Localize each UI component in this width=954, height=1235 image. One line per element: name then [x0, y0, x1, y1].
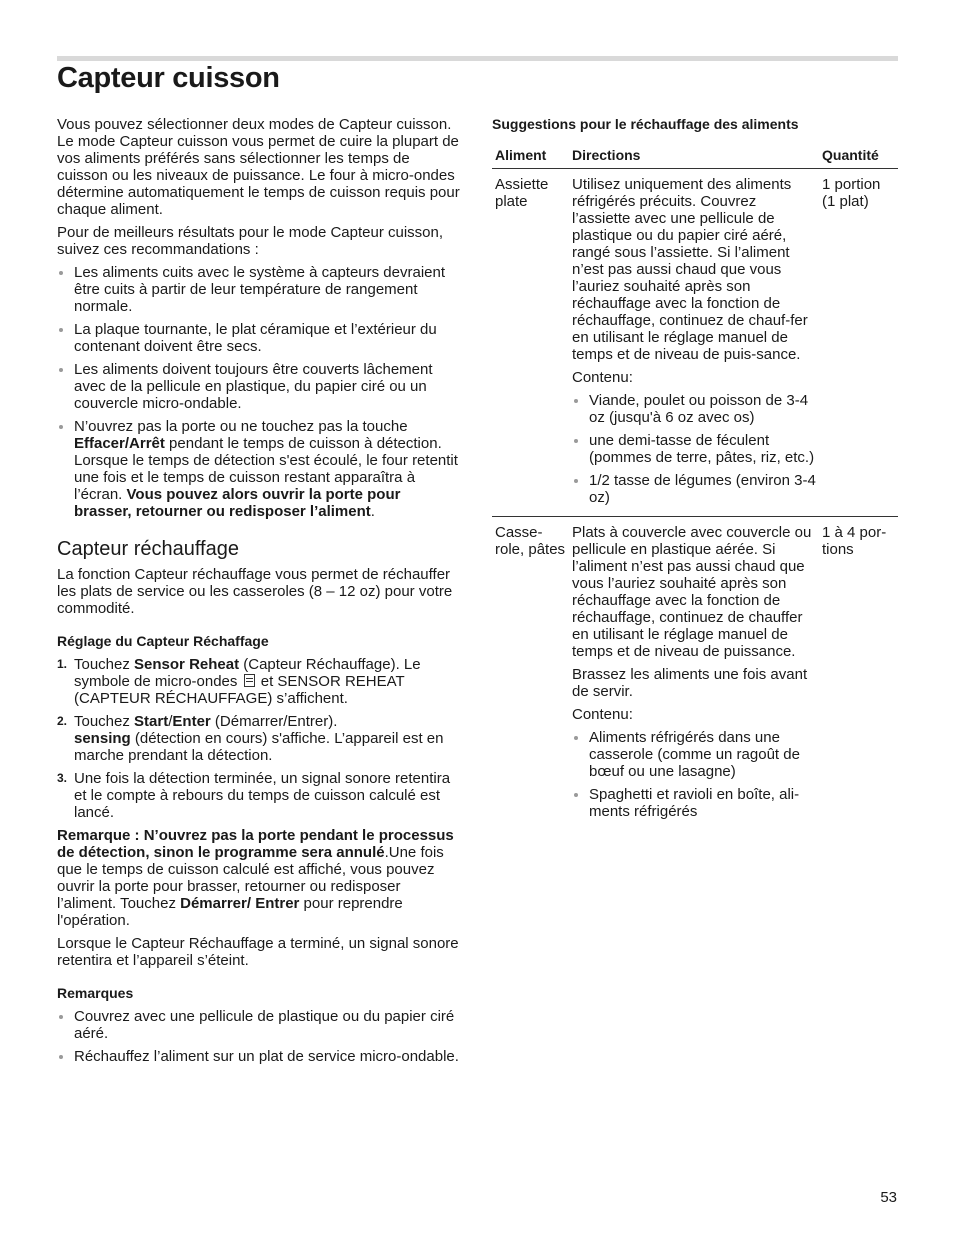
intro-paragraph: Vous pouvez sélectionner deux modes de Capteur cuisson. Le mode Capteur cuisson vous permet de cuire la plupart de vos aliments préférés sans sélectionner les temps de cuisson ou les niveaux de puissance. Le four à micro-ondes détermine automatiquement le temps de cuisson requis pour chaque aliment. — [57, 116, 460, 218]
list-item: Réchauffez l’aliment sur un plat de service micro-ondable. — [57, 1048, 462, 1065]
intro-recommendations: Pour de meilleurs résultats pour le mode Capteur cuisson, suivez ces recommandations : — [57, 224, 444, 258]
list-item: Aliments réfrigérés dans une casserole (comme un ragoût de bœuf ou une lasagne) — [572, 729, 816, 780]
cell-directions: Utilisez uniquement des aliments réfrigérés précuits. Couvrez l’assiette avec une pellicule de plastique ou du papier ciré aéré, rangé sous l’assiette. Si l’aliment n’est pas aussi chaud que vous l’auriez souhaité après son réchauffage avec la fonction de réchauffage, continuez de chauf-fer en utilisant le réglage manuel de temps et de niveau de puis-sance. Contenu: Viande, poulet ou poisson de 3-4 oz (jusqu'à 6 oz avec os) une demi-tasse de féculent (pommes de terre, pâtes, riz, etc.) 1/2 tasse de légumes (environ 3-4 oz) — [569, 169, 819, 517]
remark-paragraph: Remarque : N’ouvrez pas la porte pendant le processus de détection, sinon le programme sera annulé.Une fois que le temps de cuisson calculé est affiché, vous pouvez ouvrir la porte pour brasser, retourner ou redisposer l’aliment. Touchez Démarrer/ Entrer pour reprendre l'opération. — [57, 827, 454, 929]
list-item: Les aliments cuits avec le système à capteurs devraient être cuits à partir de leur température de rangement normale. — [57, 264, 462, 315]
table-title: Suggestions pour le réchauffage des aliments — [492, 116, 799, 132]
key-enter: Enter — [172, 713, 211, 730]
list-item: une demi-tasse de féculent (pommes de terre, pâtes, riz, etc.) — [572, 432, 816, 466]
table-header-row — [492, 147, 898, 169]
key-entrer: Entrer — [255, 895, 300, 912]
list-item: N’ouvrez pas la porte ou ne touchez pas la touche Effacer/Arrêt pendant le temps de cuisson à détection. Lorsque le temps de détection s'est écoulé, le four retentit une fois et le temps de cuisson restant apparaîtra à l’écran. Vous pouvez alors ouvrir la porte pour brasser, retourner ou redisposer l’aliment. — [57, 418, 462, 520]
page-number: 53 — [880, 1189, 897, 1206]
contents-list — [572, 729, 816, 820]
cell-quantity: 1 à 4 por-tions — [822, 524, 887, 558]
list-item: 1/2 tasse de légumes (environ 3-4 oz) — [572, 472, 816, 506]
column-header-quantite: Quantité — [819, 147, 898, 169]
contents-list — [572, 392, 816, 506]
display-sensing: sensing — [74, 730, 131, 747]
cell-food: Casse-role, pâtes — [495, 524, 566, 558]
steps-list — [57, 656, 462, 821]
recommendations-list — [57, 264, 462, 520]
cell-food: Assiette plate — [492, 169, 569, 517]
notes-title: Remarques — [57, 985, 134, 1001]
key-demarrer: Démarrer — [180, 895, 247, 912]
page-title: Capteur cuisson — [57, 62, 280, 94]
top-rule — [57, 56, 898, 61]
list-item: Les aliments doivent toujours être couverts lâchement avec de la pellicule en plastique, du papier ciré ou un couvercle micro-ondable. — [57, 361, 462, 412]
section-title-reheat: Capteur réchauffage — [57, 538, 239, 560]
list-item: Spaghetti et ravioli en boîte, ali-ments réfrigérés — [572, 786, 816, 820]
step-item: 3. Une fois la détection terminée, un signal sonore retentira et le compte à rebours du temps de cuisson calculé est lancé. — [57, 770, 451, 821]
list-item: La plaque tournante, le plat céramique et l’extérieur du contenant doivent être secs. — [57, 321, 462, 355]
column-header-aliment: Aliment — [492, 147, 569, 169]
cell-directions: Plats à couvercle avec couvercle ou pellicule en plastique aérée. Si l’aliment n’est pas aussi chaud que vous l’auriez souhaité après son réchauffage avec la fonction de réchauffage, continuez de chauffer en utilisant le réglage manuel de temps et de niveau de puissance. Brassez les aliments une fois avant de servir. Contenu: Aliments réfrigérés dans une casserole (comme un ragoût de bœuf ou une lasagne) Spaghetti et ravioli en boîte, ali-ments réfrigérés — [569, 517, 819, 831]
key-arret: Arrêt — [129, 435, 165, 452]
reheat-end-paragraph: Lorsque le Capteur Réchauffage a terminé, un signal sonore retentira et l’appareil s’éteint. — [57, 935, 459, 969]
right-column — [492, 116, 898, 830]
settings-title: Réglage du Capteur Réchaffage — [57, 633, 269, 649]
key-start: Start — [134, 713, 169, 730]
key-sensor-reheat: Sensor Reheat — [134, 656, 240, 673]
step-item: 2. Touchez Start/Enter (Démarrer/Entrer). sensing (détection en cours) s'affiche. L’appareil est en marche prendant la détection. — [57, 713, 444, 764]
reheat-paragraph: La fonction Capteur réchauffage vous permet de réchauffer les plats de service ou les casseroles (8 – 12 oz) pour votre commodité. — [57, 566, 453, 617]
list-item: Couvrez avec une pellicule de plastique ou du papier ciré aéré. — [57, 1008, 462, 1042]
reheat-suggestions-table — [492, 147, 898, 830]
left-column — [57, 116, 462, 1071]
column-header-directions: Directions — [569, 147, 819, 169]
notes-list — [57, 1008, 462, 1065]
step-item: 1. Touchez Sensor Reheat (Capteur Réchauffage). Le symbole de micro-ondes et SENSOR REHEAT (CAPTEUR RÉCHAUFFAGE) s’affichent. — [57, 656, 421, 707]
cell-quantity: 1 portion (1 plat) — [819, 169, 898, 517]
key-effacer: Effacer — [74, 435, 125, 452]
table-row — [492, 169, 898, 517]
microwave-icon — [244, 674, 255, 687]
list-item: Viande, poulet ou poisson de 3-4 oz (jusqu'à 6 oz avec os) — [572, 392, 816, 426]
table-row — [492, 517, 898, 831]
